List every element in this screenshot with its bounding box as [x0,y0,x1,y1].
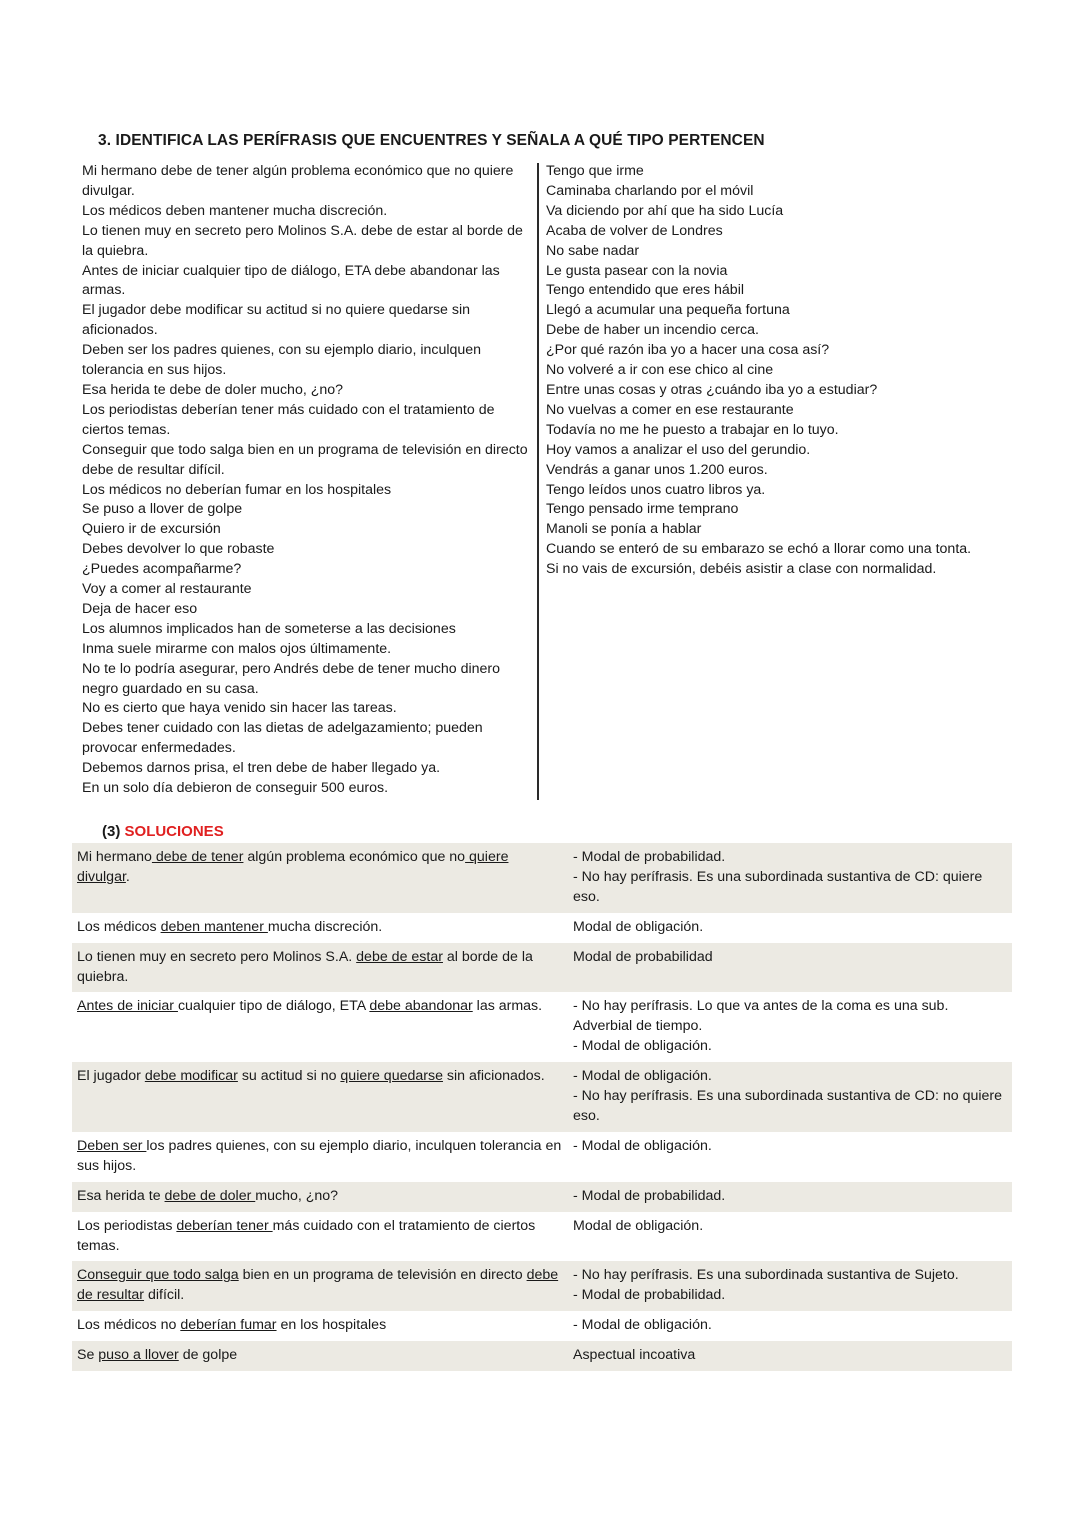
exercise-left-column [82,162,530,799]
solution-sentence [72,1341,570,1371]
sentence-text: los padres quienes, con su ejemplo diario, inculquen tolerancia en sus hijos. [77,1137,562,1174]
sentence-text: las armas. [472,998,543,1015]
sentence-text: de golpe [178,1347,238,1364]
periphrasis-underlined: debe abandonar [369,998,473,1015]
exercise-sentence: Va diciendo por ahí que ha sido Lucía [546,202,784,219]
sentence-text: más cuidado con el tratamiento de ciertos temas. [77,1217,536,1254]
solution-sentence [72,1311,570,1341]
exercise-sentence: Esa herida te debe de doler mucho, ¿no? [82,381,344,398]
exercise-sentence: Llegó a acumular una pequeña fortuna [546,302,790,319]
solution-answer [570,943,1012,993]
solution-answer [570,843,1012,913]
answer-line: - Modal de probabilidad. [573,1287,726,1304]
exercise-sentence: Conseguir que todo salga bien en un programa de televisión en directo debe de resultar difícil. [82,441,528,478]
exercise-sentence: El jugador debe modificar su actitud si no quiere quedarse sin aficionados. [82,302,471,339]
exercise-sentence: Los periodistas deberían tener más cuidado con el tratamiento de ciertos temas. [82,401,495,438]
answer-line: - No hay perífrasis. Es una subordinada sustantiva de Sujeto. [573,1267,959,1284]
periphrasis-underlined: debe de resultar [77,1267,559,1304]
answer-line: Modal de probabilidad [573,948,713,965]
periphrasis-underlined: deberían fumar [180,1317,277,1334]
exercise-sentence: No es cierto que haya venido sin hacer las tareas. [82,700,397,717]
exercise-sentence: Entre unas cosas y otras ¿cuándo iba yo a estudiar? [546,381,878,398]
solution-sentence [72,843,570,913]
solution-row [72,1062,1012,1132]
exercise-sentence: Si no vais de excursión, debéis asistir a clase con normalidad. [546,561,937,578]
exercise-sentence: Acaba de volver de Londres [546,222,723,239]
sentence-text: El jugador [77,1068,145,1085]
exercise-sentence: Deben ser los padres quienes, con su ejemplo diario, inculquen tolerancia en sus hijos. [82,342,482,379]
exercise-sentence: Caminaba charlando por el móvil [546,182,754,199]
exercise-sentence: Debes tener cuidado con las dietas de adelgazamiento; pueden provocar enfermedades. [82,720,483,757]
exercise-sentence: Debes devolver lo que robaste [82,541,275,558]
solution-sentence [72,943,570,993]
periphrasis-underlined: debe modificar [144,1068,238,1085]
solution-row [72,1182,1012,1212]
solution-answer [570,1341,1012,1371]
sentence-text: Mi hermano [77,849,152,865]
exercise-sentence: Tengo leídos unos cuatro libros ya. [546,481,766,498]
exercise-sentence: Hoy vamos a analizar el uso del gerundio. [546,441,811,458]
exercise-sentence: Los médicos no deberían fumar en los hospitales [82,481,392,498]
solution-row [72,943,1012,993]
periphrasis-underlined: quiere quedarse [340,1068,443,1085]
exercise-sentence: Lo tienen muy en secreto pero Molinos S.A. debe de estar al borde de la quiebra. [82,222,523,259]
periphrasis-underlined: quiere divulgar [77,849,509,885]
exercise-sentence: Tengo que irme [546,163,644,179]
solution-answer [570,1182,1012,1212]
solution-sentence [72,992,570,1062]
solution-answer [570,913,1012,943]
exercise-sentence: Se puso a llover de golpe [82,501,243,518]
exercise-sentence: Tengo entendido que eres hábil [546,282,744,299]
solution-row [72,1212,1012,1262]
exercise-sentence: En un solo día debieron de conseguir 500 euros. [82,780,389,797]
solution-sentence [72,1182,570,1212]
sentence-text: al borde de la quiebra. [77,948,533,985]
sentence-text: mucho, ¿no? [255,1187,339,1204]
exercise-sentence: Manoli se ponía a hablar [546,521,702,538]
exercise-sentence: Los médicos deben mantener mucha discreción. [82,202,388,219]
solution-row [72,1132,1012,1182]
sentence-text: Los médicos no [77,1317,181,1334]
exercise-sentence: Antes de iniciar cualquier tipo de diálogo, ETA debe abandonar las armas. [82,262,500,299]
solutions-table [72,843,1012,1371]
sentence-text: Se [77,1347,99,1364]
solution-answer [570,1212,1012,1262]
solution-answer [570,992,1012,1062]
periphrasis-underlined: deberían tener [176,1217,273,1234]
solution-sentence [72,1212,570,1262]
solutions-number: (3) [102,823,121,840]
solution-row [72,913,1012,943]
sentence-text: difícil. [144,1287,185,1304]
sentence-text: mucha discreción. [267,918,383,935]
solution-row [72,992,1012,1062]
sentence-text: sin aficionados. [442,1068,545,1085]
column-divider [537,163,539,800]
answer-line: - Modal de obligación. [573,1137,712,1154]
sentence-text: su actitud si no [237,1068,341,1085]
exercise-sentence: Inma suele mirarme con malos ojos últimamente. [82,640,392,657]
exercise-sentence: Todavía no me he puesto a trabajar en lo tuyo. [546,421,839,438]
exercise-sentence: Quiero ir de excursión [82,521,221,538]
answer-line: - Modal de obligación. [573,1068,712,1085]
solution-answer [570,1132,1012,1182]
solutions-label: SOLUCIONES [124,823,224,840]
exercise-sentence: Vendrás a ganar unos 1.200 euros. [546,461,768,478]
periphrasis-underlined: debe de tener [151,849,244,865]
sentence-text: Esa herida te [77,1187,165,1204]
periphrasis-underlined: Antes de iniciar [77,998,178,1015]
exercise-sentence: Debe de haber un incendio cerca. [546,322,759,339]
sentence-text: bien en un programa de televisión en directo [238,1267,527,1284]
exercise-sentence: No sabe nadar [546,242,640,259]
answer-line: - No hay perífrasis. Lo que va antes de la coma es una sub. Adverbial de tiempo. [573,998,949,1035]
periphrasis-underlined: puso a llover [98,1347,179,1364]
exercise-sentence: ¿Puedes acompañarme? [82,561,242,578]
exercise-sentence: Mi hermano debe de tener algún problema económico que no quiere divulgar. [82,163,514,199]
exercise-sentence: Cuando se enteró de su embarazo se echó a llorar como una tonta. [546,541,972,558]
solutions-heading [102,823,224,840]
exercise-sentence: No volveré a ir con ese chico al cine [546,362,774,379]
solution-sentence [72,1062,570,1132]
solution-sentence [72,1261,570,1311]
periphrasis-underlined: deben mantener [160,918,268,935]
answer-line: - No hay perífrasis. Es una subordinada sustantiva de CD: no quiere eso. [573,1088,1003,1124]
answer-line: - No hay perífrasis. Es una subordinada sustantiva de CD: quiere eso. [573,868,983,905]
periphrasis-underlined: debe de estar [356,948,443,965]
answer-line: Modal de obligación. [573,1217,704,1234]
sentence-text: Lo tienen muy en secreto pero Molinos S.A. [77,948,357,965]
answer-line: - Modal de obligación. [573,1317,712,1334]
solution-row [72,1341,1012,1371]
answer-line: Modal de obligación. [573,918,704,935]
solution-answer [570,1261,1012,1311]
sentence-text: algún problema económico que no [243,849,466,865]
exercise-sentence: ¿Por qué razón iba yo a hacer una cosa así? [546,342,830,359]
periphrasis-underlined: Conseguir que todo salga [77,1267,239,1284]
answer-line: - Modal de probabilidad. [573,849,726,865]
answer-line: Aspectual incoativa [573,1347,696,1364]
sentence-text: . [125,868,130,885]
solution-row [72,1261,1012,1311]
exercise-sentence: Voy a comer al restaurante [82,581,252,598]
exercise-sentence: Los alumnos implicados han de someterse a las decisiones [82,620,456,637]
exercise-sentence: Deja de hacer eso [82,600,198,617]
solution-answer [570,1311,1012,1341]
periphrasis-underlined: Deben ser [77,1137,147,1154]
exercise-sentence: No vuelvas a comer en ese restaurante [546,401,794,418]
periphrasis-underlined: debe de doler [164,1187,256,1204]
answer-line: - Modal de obligación. [573,1038,712,1055]
solution-sentence [72,1132,570,1182]
exercise-sentence: Le gusta pasear con la novia [546,262,728,279]
exercise-title: 3. IDENTIFICA LAS PERÍFRASIS QUE ENCUENTRES Y SEÑALA A QUÉ TIPO PERTENCEN [98,132,765,149]
sentence-text: Los periodistas [77,1217,177,1234]
exercise-right-column [546,162,1016,580]
sentence-text: cualquier tipo de diálogo, ETA [177,998,370,1015]
solution-answer [570,1062,1012,1132]
sentence-text: Los médicos [77,918,161,935]
solution-row [72,843,1012,913]
answer-line: - Modal de probabilidad. [573,1187,726,1204]
exercise-sentence: Tengo pensado irme temprano [546,501,739,518]
sentence-text: en los hospitales [276,1317,387,1334]
exercise-sentence: Debemos darnos prisa, el tren debe de haber llegado ya. [82,760,441,777]
solution-row [72,1311,1012,1341]
exercise-sentence: No te lo podría asegurar, pero Andrés debe de tener mucho dinero negro guardado en su casa. [82,660,501,697]
solution-sentence [72,913,570,943]
